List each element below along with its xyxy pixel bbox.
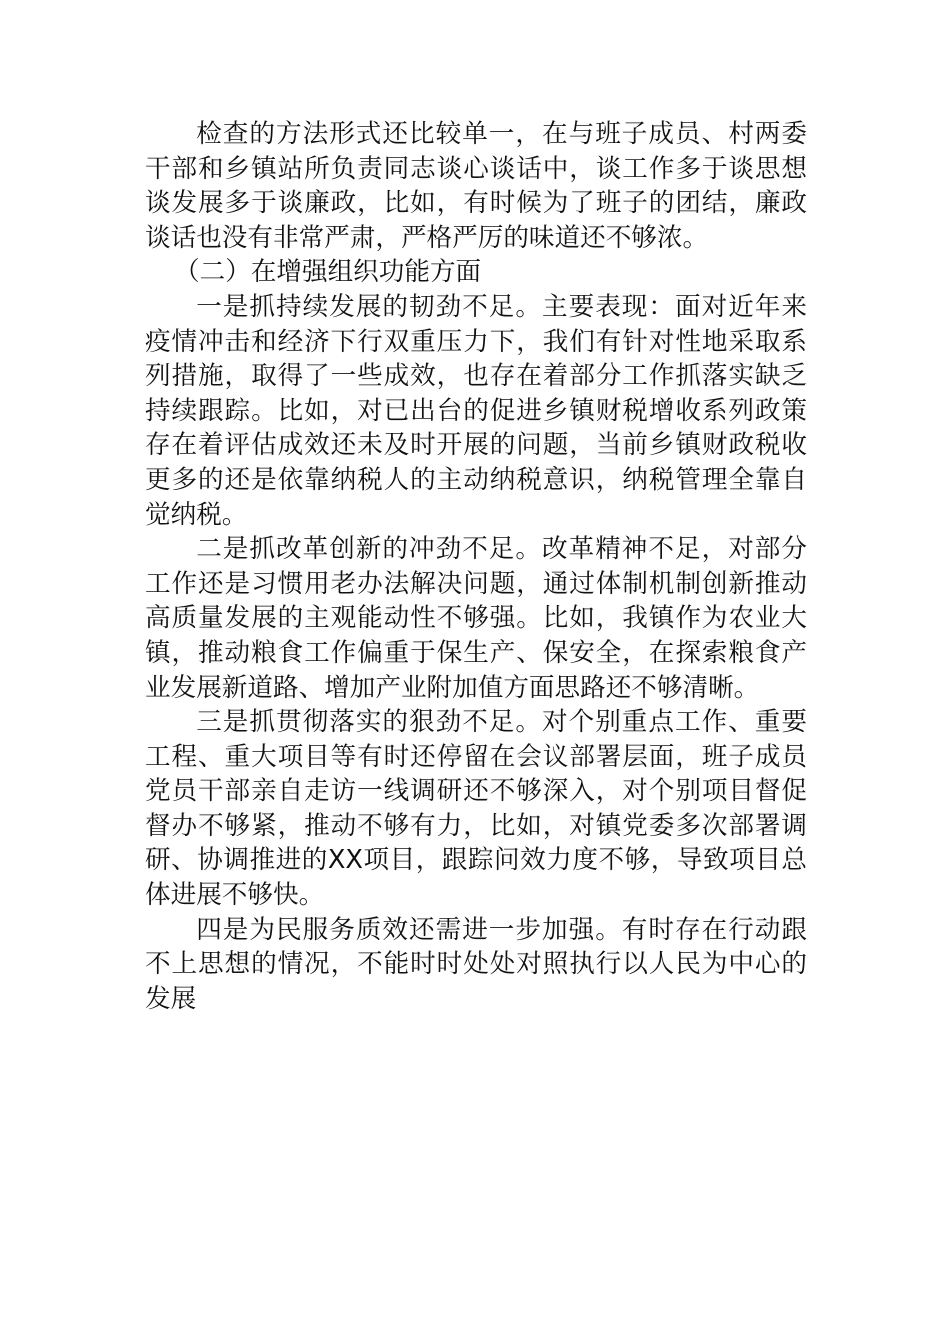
paragraph-implementation: 三是抓贯彻落实的狠劲不足。对个别重点工作、重要工程、重大项目等有时还停留在会议部署层面，班子成员党员干部亲自走访一线调研还不够深入，对个别项目督促督办不够紧，推动不够有力，比如，对镇党委多次部署调研、协调推进的XX项目，跟踪问效力度不够，导致项目总体进展不够快。 [145,707,807,911]
section-heading-organization-function: （二）在增强组织功能方面 [174,257,482,288]
paragraph-inspection-methods: 检查的方法形式还比较单一，在与班子成员、村两委干部和乡镇站所负责同志谈心谈话中，谈工作多于谈思想谈发展多于谈廉政，比如，有时候为了班子的团结，廉政谈话也没有非常严肃，严格严厉的味道还不够浓。 [145,119,807,253]
paragraph-sustained-development: 一是抓持续发展的韧劲不足。主要表现：面对近年来疫情冲击和经济下行双重压力下，我们有针对性地采取系列措施，取得了一些成效，也存在着部分工作抓落实缺乏持续跟踪。比如，对已出台的促进乡镇财税增收系列政策存在着评估成效还未及时开展的问题，当前乡镇财政税收更多的还是依靠纳税人的主动纳税意识，纳税管理全靠自觉纳税。 [145,291,807,530]
paragraph-reform-innovation: 二是抓改革创新的冲劲不足。改革精神不足，对部分工作还是习惯用老办法解决问题，通过体制机制创新推动高质量发展的主观能动性不够强。比如，我镇作为农业大镇，推动粮食工作偏重于保生产、保安全，在探索粮食产业发展新道路、增加产业附加值方面思路还不够清晰。 [145,534,807,703]
document-page [145,117,807,1016]
paragraph-public-service: 四是为民服务质效还需进一步加强。有时存在行动跟不上思想的情况，不能时时处处对照执行以人民为中心的发展 [145,914,807,1014]
